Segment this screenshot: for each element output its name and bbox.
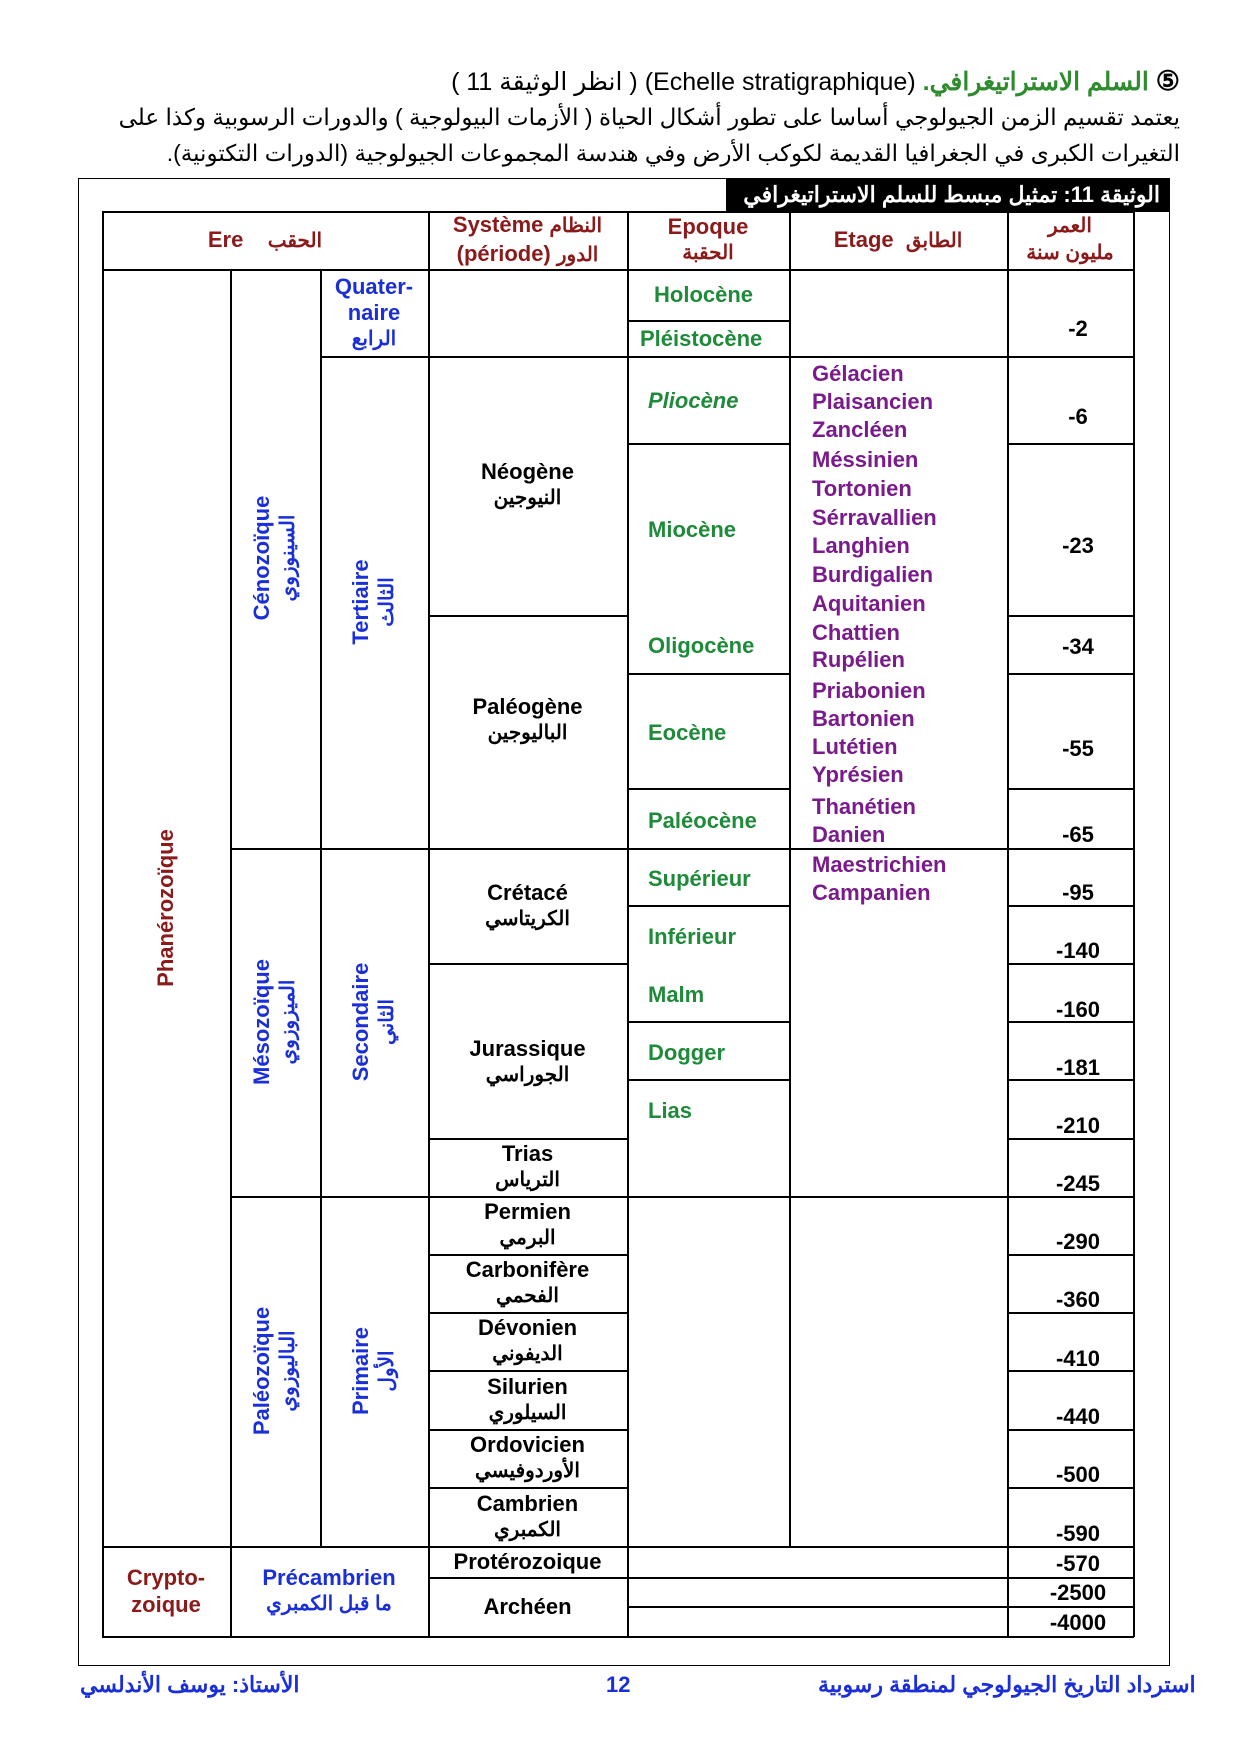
stage-zancleen: Zancléen	[812, 417, 908, 442]
age-55: -55	[1062, 736, 1094, 761]
system-devonien	[428, 1312, 627, 1370]
eon-cryptozoique	[102, 1546, 230, 1636]
period-tertiaire-ar: الثالث	[376, 577, 398, 627]
era-paleozoique	[249, 1307, 301, 1435]
section-number: ⑤	[1155, 66, 1180, 96]
era-cenozoique	[249, 496, 301, 621]
stage-campanien: Campanien	[812, 880, 931, 905]
epoch-paleocene: Paléocène	[648, 808, 757, 833]
era-paleozoique-ar: الباليوزوي	[277, 1330, 299, 1412]
system-silurien-ar: السيلوري	[488, 1401, 567, 1424]
col-line	[230, 269, 232, 1547]
header-divider	[102, 269, 1134, 271]
age-570: -570	[1055, 1551, 1101, 1576]
period-secondaire-ar: الثاني	[376, 998, 398, 1046]
table-border-left	[102, 211, 104, 1637]
period-quaternaire-ar: الرابع	[351, 327, 397, 350]
system-neogene	[428, 445, 627, 525]
system-neogene-fr: Néogène	[481, 459, 574, 484]
epoch-lias: Lias	[648, 1098, 693, 1123]
stage-lutetien: Lutétien	[812, 734, 898, 759]
epoch-divider	[627, 1021, 789, 1023]
age-divider	[1007, 788, 1134, 790]
system-neogene-ar: النيوجين	[493, 487, 562, 509]
header-etage	[789, 211, 1007, 269]
age-440: -440	[1055, 1404, 1101, 1429]
system-archeen: Archéen	[483, 1594, 572, 1619]
epoch-divider	[627, 320, 789, 322]
stage-gelacien: Gélacien	[812, 361, 904, 386]
header-epoque	[627, 211, 789, 269]
epoch-eocene: Eocène	[648, 720, 727, 745]
epoch-inferieur: Inférieur	[648, 924, 737, 949]
age-360: -360	[1055, 1287, 1101, 1312]
age-34: -34	[1062, 634, 1094, 659]
epoch-divider	[627, 905, 789, 907]
system-permien-ar: البرمي	[499, 1227, 556, 1249]
system-carbonifere	[428, 1254, 627, 1312]
age-181: -181	[1055, 1055, 1101, 1080]
age-410: -410	[1055, 1346, 1101, 1371]
system-devonien-fr: Dévonien	[477, 1315, 578, 1340]
system-carbonifere-fr: Carbonifère	[465, 1257, 590, 1282]
era-divider	[230, 848, 1134, 850]
era-precambrien-fr: Précambrien	[262, 1565, 396, 1590]
epoch-malm: Malm	[648, 982, 705, 1007]
system-jurassique-ar: الجوراسي	[485, 1064, 570, 1086]
epoch-pleistocene: Pléistocène	[640, 326, 763, 351]
age-4000: -4000	[1049, 1610, 1107, 1635]
era-mesozoique-fr: Mésozoïque	[249, 959, 274, 1085]
header-periode-fr: (période)	[456, 241, 551, 266]
header-systeme-ar: النظام	[549, 215, 603, 237]
age-500: -500	[1055, 1462, 1101, 1487]
system-paleogene-ar: الباليوجين	[487, 722, 568, 744]
eon-phanerozoique: Phanérozoïque	[153, 829, 178, 987]
era-cenozoique-ar: السينوزوي	[277, 514, 299, 602]
period-tertiaire-fr: Tertiaire	[348, 559, 373, 645]
system-divider	[428, 615, 627, 617]
document-label: الوثيقة 11: تمثيل مبسط للسلم الاستراتيغرافي	[726, 178, 1170, 212]
system-jurassique	[428, 1022, 627, 1102]
age-2500: -2500	[1049, 1580, 1107, 1605]
stage-burdigalien: Burdigalien	[812, 562, 934, 587]
header-age-ar2: مليون سنة	[1026, 242, 1114, 264]
system-carbonifere-ar: الفحمي	[496, 1285, 559, 1307]
epoch-divider	[627, 1079, 789, 1081]
title-reference: ( انظر الوثيقة 11 )	[451, 68, 638, 96]
period-quaternaire-line1: Quater-	[334, 273, 414, 299]
era-divider	[230, 1196, 1134, 1198]
row-divider	[627, 1606, 1007, 1608]
stage-danien: Danien	[812, 822, 886, 847]
era-mesozoique	[249, 959, 301, 1085]
title-arabic: السلم الاستراتيغرافي.	[922, 68, 1149, 96]
system-silurien	[428, 1370, 627, 1429]
period-quaternaire	[320, 269, 428, 356]
age-160: -160	[1055, 997, 1101, 1022]
system-jurassique-fr: Jurassique	[469, 1036, 586, 1061]
age-6: -6	[1068, 404, 1088, 429]
era-precambrien	[230, 1546, 428, 1636]
epoch-superieur: Supérieur	[648, 866, 751, 891]
era-paleozoique-fr: Paléozoïque	[249, 1306, 274, 1436]
stage-serravallien: Sérravallien	[812, 505, 937, 530]
era-cenozoique-fr: Cénozoïque	[249, 495, 274, 621]
epoch-divider	[627, 788, 789, 790]
stage-thanetien: Thanétien	[812, 794, 916, 819]
epoch-divider	[627, 443, 789, 445]
system-ordovicien	[428, 1429, 627, 1487]
intro-line-2: التغيرات الكبرى في الجغرافيا القديمة لكوكب الأرض وفي هندسة المجموعات الجيولوجية (الدورات التكتونية).	[166, 140, 1180, 166]
stage-ypresien: Yprésien	[812, 762, 904, 787]
system-devonien-ar: الديفوني	[492, 1343, 563, 1365]
system-proterozoique: Protérozoique	[453, 1549, 602, 1574]
epoch-miocene: Miocène	[648, 517, 737, 542]
system-trias-ar: الترياس	[495, 1169, 560, 1191]
footer-page-number: 12	[606, 1672, 631, 1697]
header-systeme	[428, 211, 627, 269]
system-cambrien	[428, 1487, 627, 1546]
stage-chattien: Chattien	[812, 620, 900, 645]
header-epoque-ar: الحقبة	[682, 242, 734, 264]
period-tertiaire	[348, 559, 400, 644]
header-epoque-fr: Epoque	[667, 214, 749, 239]
period-primaire-ar: الأول	[376, 1350, 398, 1392]
period-secondaire-fr: Secondaire	[348, 962, 373, 1082]
stage-bartonien: Bartonien	[812, 706, 915, 731]
system-cambrien-ar: الكمبري	[494, 1518, 561, 1541]
stage-rupelien: Rupélien	[812, 647, 905, 672]
age-140: -140	[1055, 938, 1101, 963]
era-mesozoique-ar: الميزوزوي	[277, 979, 299, 1065]
age-2: -2	[1068, 316, 1088, 341]
system-permien-fr: Permien	[484, 1199, 571, 1224]
system-divider	[428, 963, 627, 965]
age-23: -23	[1062, 533, 1094, 558]
header-ere-ar: الحقب	[267, 229, 323, 252]
header-etage-ar: الطابق	[905, 229, 963, 252]
age-divider	[1007, 443, 1134, 445]
system-cretace	[428, 866, 627, 946]
stage-priabonien: Priabonien	[812, 678, 926, 703]
header-periode-ar: الدور	[556, 244, 599, 266]
period-quaternaire-line2: naire	[347, 299, 401, 325]
footer-course-title: استرداد التاريخ الجيولوجي لمنطقة رسوبية	[818, 1672, 1196, 1697]
stage-aquitanien: Aquitanien	[812, 591, 926, 616]
col-line	[789, 269, 791, 1547]
footer-author: الأستاذ: يوسف الأندلسي	[80, 1672, 300, 1697]
table-border-bottom	[102, 1636, 1134, 1638]
title-french: (Echelle stratigraphique)	[644, 68, 916, 96]
stage-langhien: Langhien	[812, 533, 910, 558]
stage-plaisancien: Plaisancien	[812, 389, 934, 414]
system-paleogene	[428, 680, 627, 760]
era-precambrien-ar: ما قبل الكمبري	[266, 1593, 392, 1615]
col-line	[1007, 269, 1009, 1636]
epoch-pliocene: Pliocène	[648, 388, 739, 413]
system-cambrien-fr: Cambrien	[476, 1490, 579, 1516]
age-65: -65	[1062, 822, 1094, 847]
intro-line-1: يعتمد تقسيم الزمن الجيولوجي أساسا على تطور أشكال الحياة ( الأزمات البيولوجية ) والدورات الرسوبية وكذا على	[118, 104, 1180, 130]
stage-messinien: Méssinien	[812, 447, 919, 472]
epoch-dogger: Dogger	[648, 1040, 725, 1065]
header-ere-fr: Ere	[207, 226, 244, 252]
eon-cryptozoique-line1: Crypto-	[126, 1565, 206, 1590]
period-secondaire	[348, 963, 400, 1082]
row-divider	[627, 1577, 1007, 1579]
period-divider	[320, 356, 1134, 358]
age-290: -290	[1055, 1229, 1101, 1254]
header-ere	[102, 211, 428, 269]
system-silurien-fr: Silurien	[487, 1373, 568, 1399]
col-line	[320, 269, 322, 1547]
header-age-ar1: العمر	[1048, 215, 1092, 237]
header-etage-fr: Etage	[833, 226, 894, 252]
age-divider	[1007, 1606, 1134, 1608]
period-primaire	[348, 1327, 400, 1415]
age-95: -95	[1062, 880, 1094, 905]
age-245: -245	[1055, 1171, 1101, 1196]
system-cretace-ar: الكريتاسي	[485, 908, 570, 930]
system-trias	[428, 1138, 627, 1196]
epoch-holocene: Holocène	[654, 282, 754, 307]
system-ordovicien-ar: الأوردوفيسي	[475, 1460, 580, 1482]
system-trias-fr: Trias	[501, 1141, 554, 1166]
system-cretace-fr: Crétacé	[487, 880, 568, 905]
age-divider	[1007, 615, 1134, 617]
col-line	[627, 269, 629, 1636]
epoch-divider	[627, 673, 789, 675]
header-systeme-fr: Système	[452, 212, 544, 237]
age-210: -210	[1055, 1113, 1101, 1138]
epoch-oligocene: Oligocène	[648, 633, 755, 658]
system-ordovicien-fr: Ordovicien	[470, 1432, 585, 1457]
eon-cryptozoique-line2: zoique	[131, 1592, 201, 1617]
age-590: -590	[1055, 1521, 1101, 1546]
system-paleogene-fr: Paléogène	[472, 694, 583, 719]
age-divider	[1007, 1577, 1134, 1579]
age-divider	[1007, 673, 1134, 675]
stage-maestrichien: Maestrichien	[812, 852, 947, 877]
header-age	[1007, 211, 1133, 269]
stage-tortonien: Tortonien	[812, 476, 912, 501]
system-permien	[428, 1196, 627, 1254]
period-primaire-fr: Primaire	[348, 1326, 373, 1416]
section-title	[0, 66, 1180, 97]
